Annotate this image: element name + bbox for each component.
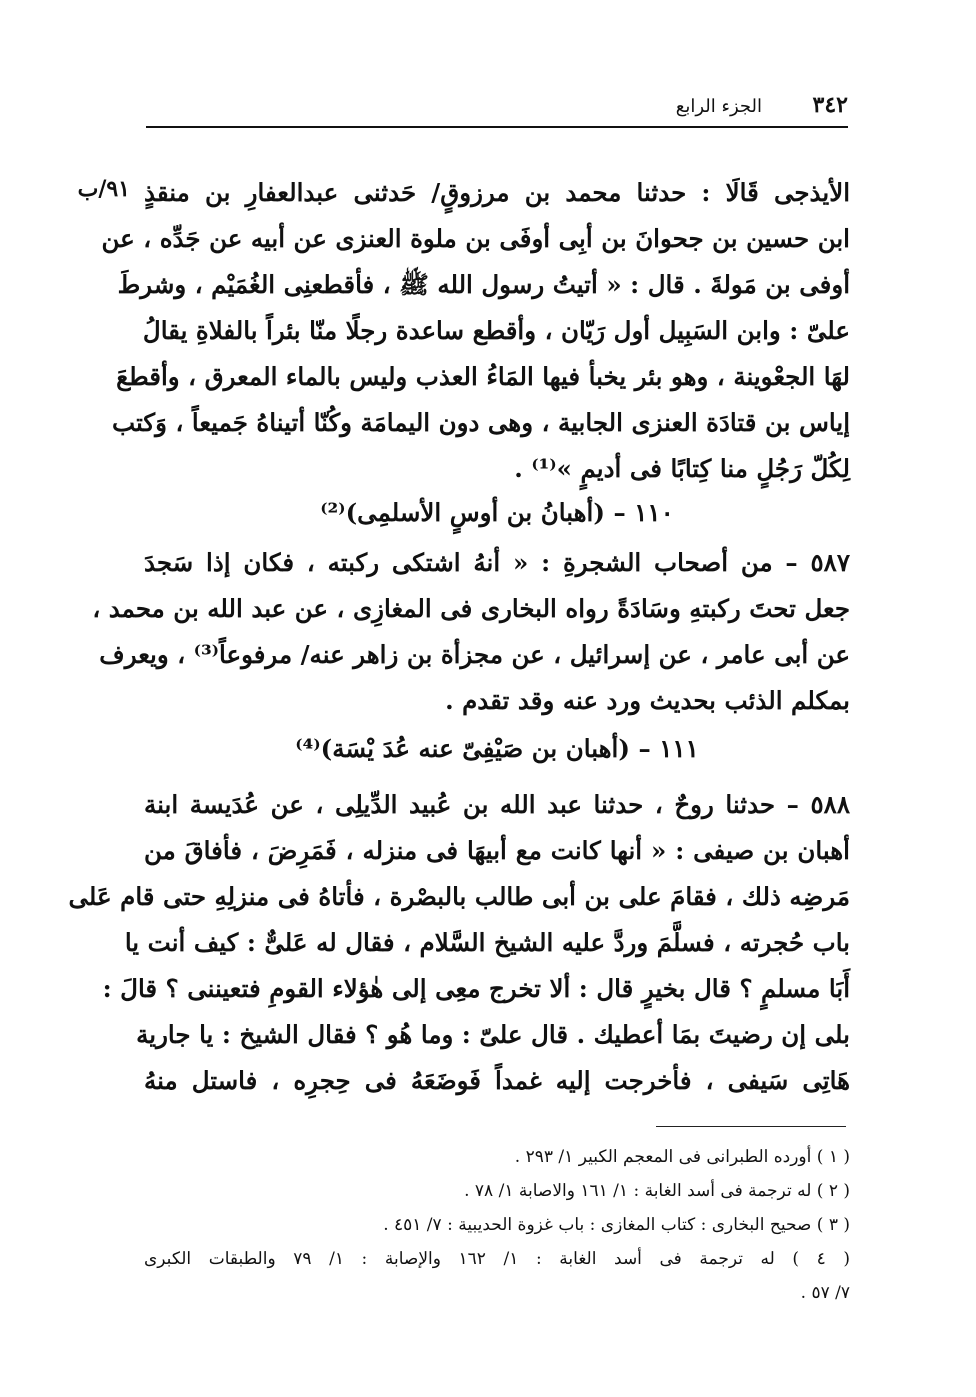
section-heading-111: ١١١ – (أهبان بن صَيْفِىّ عنه عُدَ يْسَة)⁽⁴⁾ [295, 734, 699, 763]
text-line: باب حُجرته ، فسلَّمَ وردَّ عليه الشيخ السَّلام ، فقال له عَلىٌّ : كيف أنت يا [124, 928, 850, 957]
text-line: لهَا الجعْوينة ، وهو بئر يخبأ فيها المَاءُ العذب وليس بالماء المعرق ، وأقطعَ [116, 362, 850, 391]
text-line: علىّ : وابن السَبِيل أول رَيّان ، وأقطع ساعدة رجلًا منّا بئراً بالفلاةِ يقالُ [142, 316, 850, 345]
text-line: أَبَا مسلمٍ ؟ قال بخيرٍ قال : ألا تخرج معِى إلى هٰؤلاء القومِ فتعيننى ؟ قالَ : [102, 974, 850, 1003]
section-heading-110: ١١٠ – (أهبانُ بن أوسٍ الأسلمِى)⁽²⁾ [320, 498, 674, 527]
text-line: إياس بن قتادَة العنزى الجابية ، وهى دون اليمامَة وكُنّا أتيناهُ جَميعاً ، وَكتب [111, 408, 850, 437]
text-line: أهبان بن صيفى : « أنها كانت مع أبيهَا فى منزله ، فَمَرِضَ ، فأفاقَ من [144, 836, 850, 865]
footnote-2: ( ٢ ) له ترجمة فى أسد الغابة : ١/ ١٦١ والاصابة ١/ ٧٨ . [464, 1181, 850, 1201]
footnote-4-continuation: ٧/ ٥٧ . [800, 1283, 850, 1303]
footnote-4: ( ٤ ) له ترجمة فى أسد الغابة : ١/ ١٦٢ والإصابة : ١/ ٧٩ والطبقات الكبرى [144, 1249, 850, 1269]
part-title: الجزء الرابع [675, 96, 762, 117]
text-line: ٥٨٨ – حدثنا روحٌ ، حدثنا عبد الله بن عُبيد الدِّيلِى ، عن عُدَيسة ابنة [144, 790, 850, 819]
text-line: الأيذجى قَالَا : حدثنا محمد بن مرزوقٍ/ حَدثنى عبدالعفارِ بن منقذٍ [144, 178, 850, 207]
page-number: ٣٤٢ [812, 92, 848, 118]
text-line: أوفى بن مَولةَ . قال : « أتيتُ رسول الله ﷺ ، فأقطعنِى الغُمَيْم ، وشرطَ [117, 270, 850, 299]
header-rule [146, 126, 848, 128]
paragraph-hadith-587 [92, 540, 850, 724]
text-line: ابن حسين بن جحوانَ بن أبِى أوفَى بن ملوة العنزى عن أبيه عن جَدِّه ، عن [101, 224, 850, 253]
footnote-separator [656, 1126, 846, 1127]
text-line: هَاتِى سَيفى ، فأخرجت إليه غمداً فَوضَعَهُ فى حِجرِه ، فاستل منهُ [144, 1066, 850, 1095]
footnote-1: ( ١ ) أورده الطبرانى فى المعجم الكبير ١/ ٢٩٣ . [514, 1147, 850, 1167]
margin-folio-reference: ٩١/ب [77, 176, 130, 202]
footnote-3: ( ٣ ) صحيح البخارى : كتاب المغازى : باب غزوة الحديبية : ٧/ ٤٥١ . [383, 1215, 850, 1235]
text-line: لِكُلّ رَجُلٍ منا كِتابًا فى أديمٍ »⁽¹⁾ . [514, 454, 850, 483]
text-line: مَرضِه ذلك ، فقامَ على بن أبى طالب بالبصْرة ، فأتاهُ فى منزلِهِ حتى قام عَلى [68, 882, 850, 911]
footnotes [144, 1140, 850, 1310]
text-line: جعل تحتَ ركبتهِ وسَادَةً رواه البخارى فى المغازِى ، عن عبد الله بن محمد ، [92, 594, 850, 623]
paragraph-hadith-588 [68, 782, 850, 1104]
text-line: بلى إن رضيتَ بمَا أعطيك . قال علىّ : وما هُو ؟ فقال الشيخ : يا جارية [136, 1020, 850, 1049]
text-line: عن أبى عامر ، عن إسرائيل ، عن مجزأة بن زاهر عنه/ مرفوعاً⁽³⁾ ، ويعرف [99, 640, 850, 669]
text-line: ٥٨٧ – من أصحاب الشجرةِ : « أنهُ اشتكى ركبته ، فكان إذا سَجدَ [144, 548, 850, 577]
running-header [146, 92, 848, 126]
text-line: بمكلم الذئب بحديث ورد عنه وقد تقدم . [445, 686, 850, 715]
